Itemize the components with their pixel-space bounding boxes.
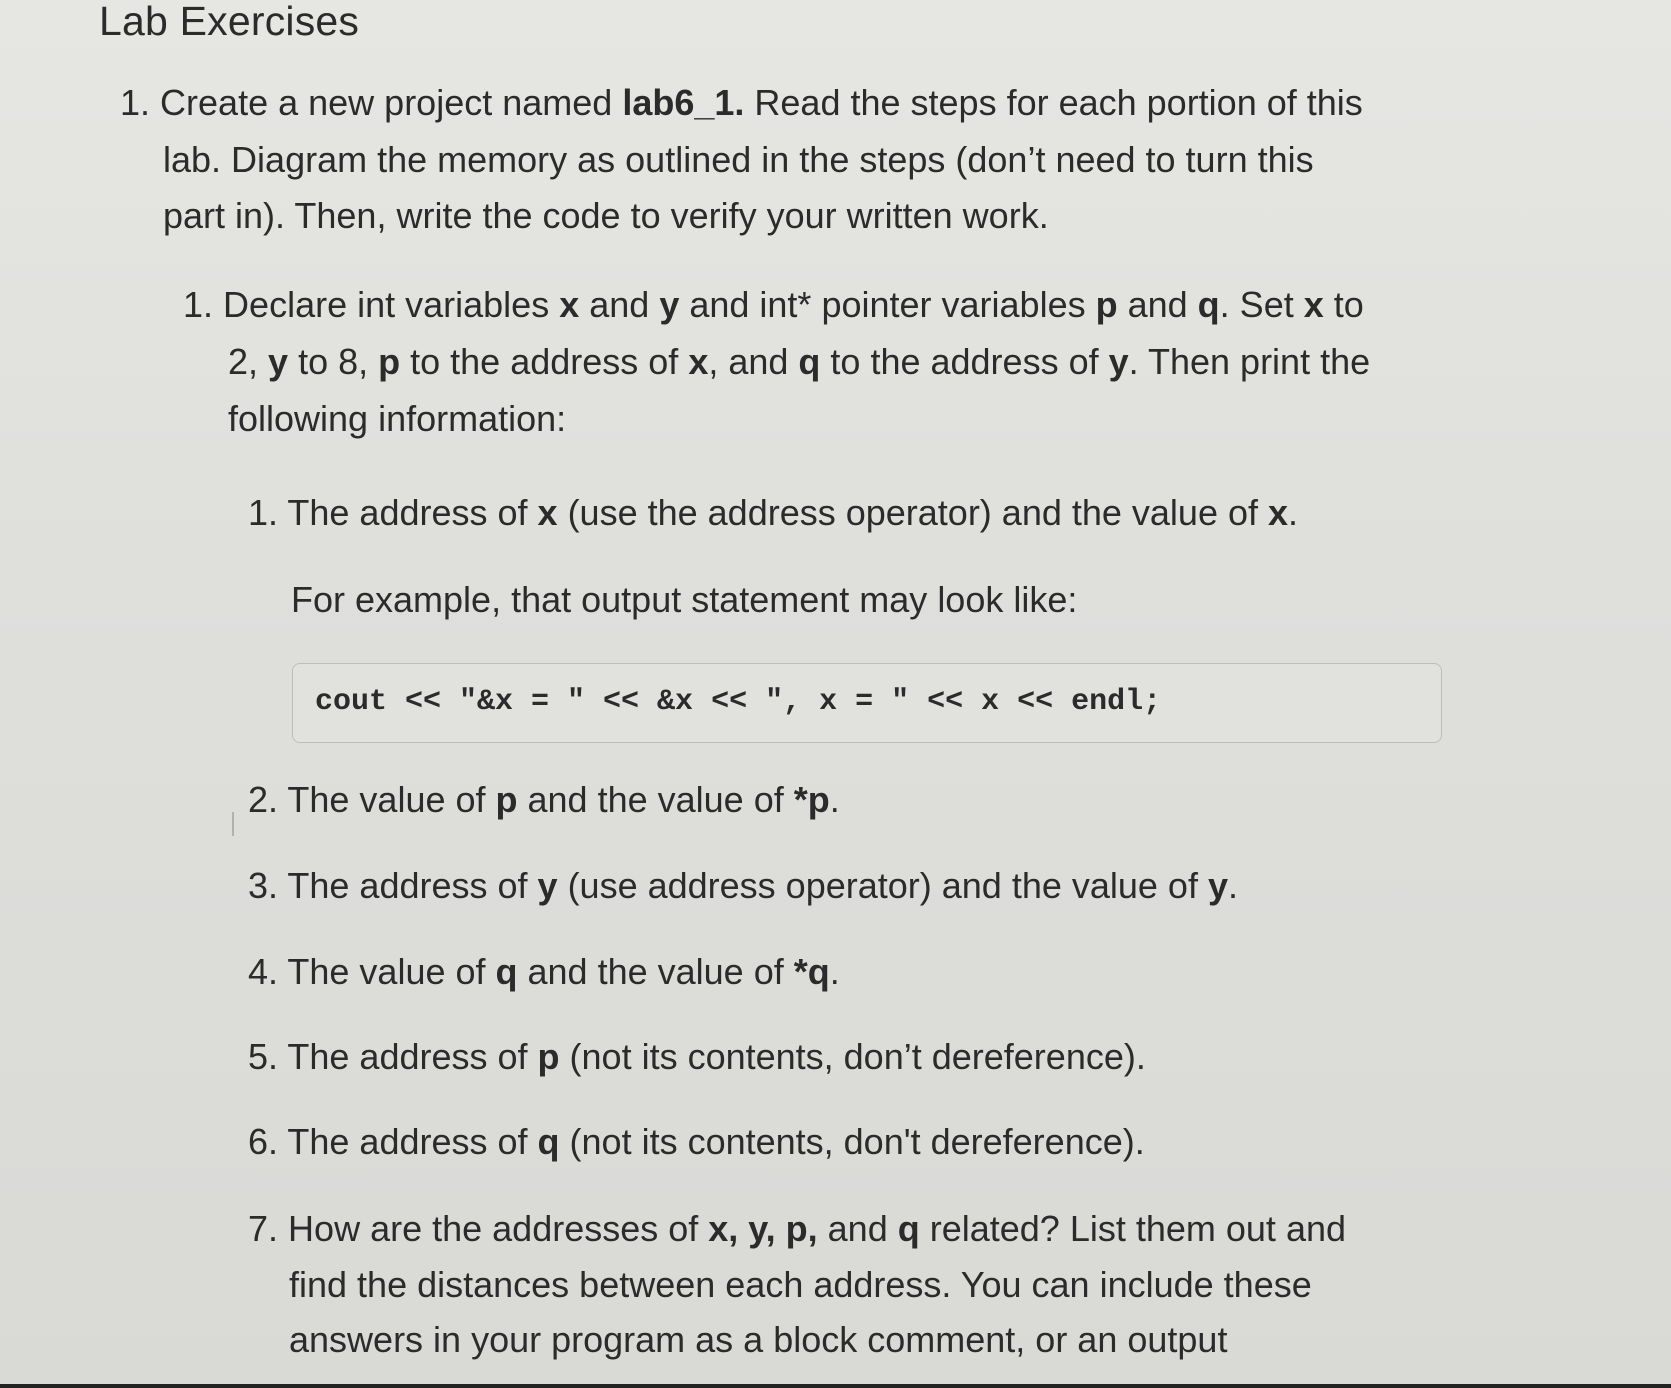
- subitem-4: [248, 952, 840, 992]
- code-line: cout << "&x = " << &x << ", x = " << x << endl;: [315, 685, 1162, 719]
- subitem-text: (not its contents, don’t dereference).: [559, 1036, 1146, 1077]
- var-p: p: [1095, 284, 1118, 325]
- subitem-7-line-1: [248, 1209, 1346, 1249]
- subitem-text: The address of: [287, 1121, 538, 1162]
- subitem-var: y: [1207, 865, 1228, 906]
- step-1-line-1: [183, 285, 1364, 325]
- subitem-text: The value of: [287, 951, 496, 992]
- subitem-var: q: [897, 1208, 920, 1249]
- item-1-text-a: Create a new project named: [160, 82, 623, 123]
- subitem-var: x: [537, 492, 558, 533]
- subitem-text: (not its contents, don't dereference).: [559, 1121, 1145, 1162]
- step-text: and: [579, 284, 660, 325]
- page-title: Lab Exercises: [99, 0, 360, 44]
- subitem-text: and the value of: [517, 951, 794, 992]
- code-block: [292, 663, 1442, 743]
- project-name: lab6_1.: [622, 82, 745, 123]
- item-1-text-b: Read the steps for each portion of this: [744, 82, 1363, 123]
- var-q: q: [798, 341, 821, 382]
- subitem-var: q: [537, 1121, 560, 1162]
- subitem-2: [248, 780, 840, 820]
- subitem-text: (use the address operator) and the value of: [557, 492, 1268, 533]
- step-text: 2,: [228, 341, 269, 382]
- subitem-var: *p: [793, 779, 830, 820]
- subitem-text: and: [817, 1208, 898, 1249]
- subitem-number: 6.: [248, 1121, 279, 1162]
- subitem-var: x, y, p,: [708, 1208, 818, 1249]
- step-text: , and: [708, 341, 799, 382]
- subitem-text: (use address operator) and the value of: [557, 865, 1208, 906]
- step-text: to: [1323, 284, 1364, 325]
- subitem-number: 3.: [248, 865, 279, 906]
- var-y: y: [1108, 341, 1129, 382]
- subitem-var: y: [537, 865, 558, 906]
- subitem-6: [248, 1122, 1145, 1162]
- subitem-7-line-3: answers in your program as a block comment, or an output: [289, 1319, 1228, 1360]
- subitem-7-line-2: find the distances between each address. You can include these: [289, 1264, 1312, 1305]
- var-x: x: [1303, 284, 1324, 325]
- step-1-line-3: following information:: [228, 398, 567, 439]
- step-text: . Set: [1219, 284, 1304, 325]
- step-1-line-2: [228, 342, 1370, 382]
- subitem-number: 4.: [248, 951, 279, 992]
- step-text: to the address of: [820, 341, 1109, 382]
- subitem-text: .: [829, 951, 840, 992]
- step-text: to 8,: [288, 341, 379, 382]
- subitem-var: p: [537, 1036, 560, 1077]
- subitem-var: x: [1268, 492, 1289, 533]
- var-x: x: [688, 341, 709, 382]
- subitem-text: .: [1288, 492, 1299, 533]
- bottom-edge: [0, 1384, 1671, 1388]
- var-q: q: [1197, 284, 1220, 325]
- var-x: x: [559, 284, 580, 325]
- subitem-3: [248, 866, 1238, 906]
- subitem-text: How are the addresses of: [288, 1208, 709, 1249]
- step-text: and int* pointer variables: [679, 284, 1096, 325]
- item-1-line-3: part in). Then, write the code to verify your written work.: [163, 195, 1049, 236]
- subitem-5: [248, 1037, 1146, 1077]
- step-text: and: [1117, 284, 1198, 325]
- subitem-number: 2.: [248, 779, 279, 820]
- example-text: For example, that output statement may look like:: [291, 579, 1078, 620]
- var-y: y: [659, 284, 680, 325]
- subitem-var: p: [495, 779, 518, 820]
- subitem-var: q: [495, 951, 518, 992]
- subitem-text: .: [1227, 865, 1238, 906]
- subitem-text: related? List them out and: [919, 1208, 1347, 1249]
- subitem-number: 1.: [248, 492, 279, 533]
- subitem-text: and the value of: [517, 779, 794, 820]
- item-1-line-1: [120, 83, 1363, 123]
- item-1-number: 1.: [120, 82, 151, 123]
- subitem-1: [248, 493, 1298, 533]
- step-text: Declare int variables: [223, 284, 560, 325]
- subitem-text: The address of: [287, 1036, 538, 1077]
- var-p: p: [378, 341, 401, 382]
- subitem-number: 5.: [248, 1036, 279, 1077]
- step-text: to the address of: [400, 341, 689, 382]
- subitem-number: 7.: [248, 1208, 279, 1249]
- subitem-var: *q: [793, 951, 830, 992]
- subitem-text: The address of: [287, 865, 538, 906]
- subitem-text: The address of: [287, 492, 538, 533]
- var-y: y: [268, 341, 289, 382]
- step-text: . Then print the: [1128, 341, 1371, 382]
- step-1-number: 1.: [183, 284, 214, 325]
- subitem-text: The value of: [287, 779, 496, 820]
- text-cursor-mark: [232, 812, 234, 836]
- subitem-text: .: [829, 779, 840, 820]
- item-1-line-2: lab. Diagram the memory as outlined in the steps (don’t need to turn this: [163, 139, 1314, 180]
